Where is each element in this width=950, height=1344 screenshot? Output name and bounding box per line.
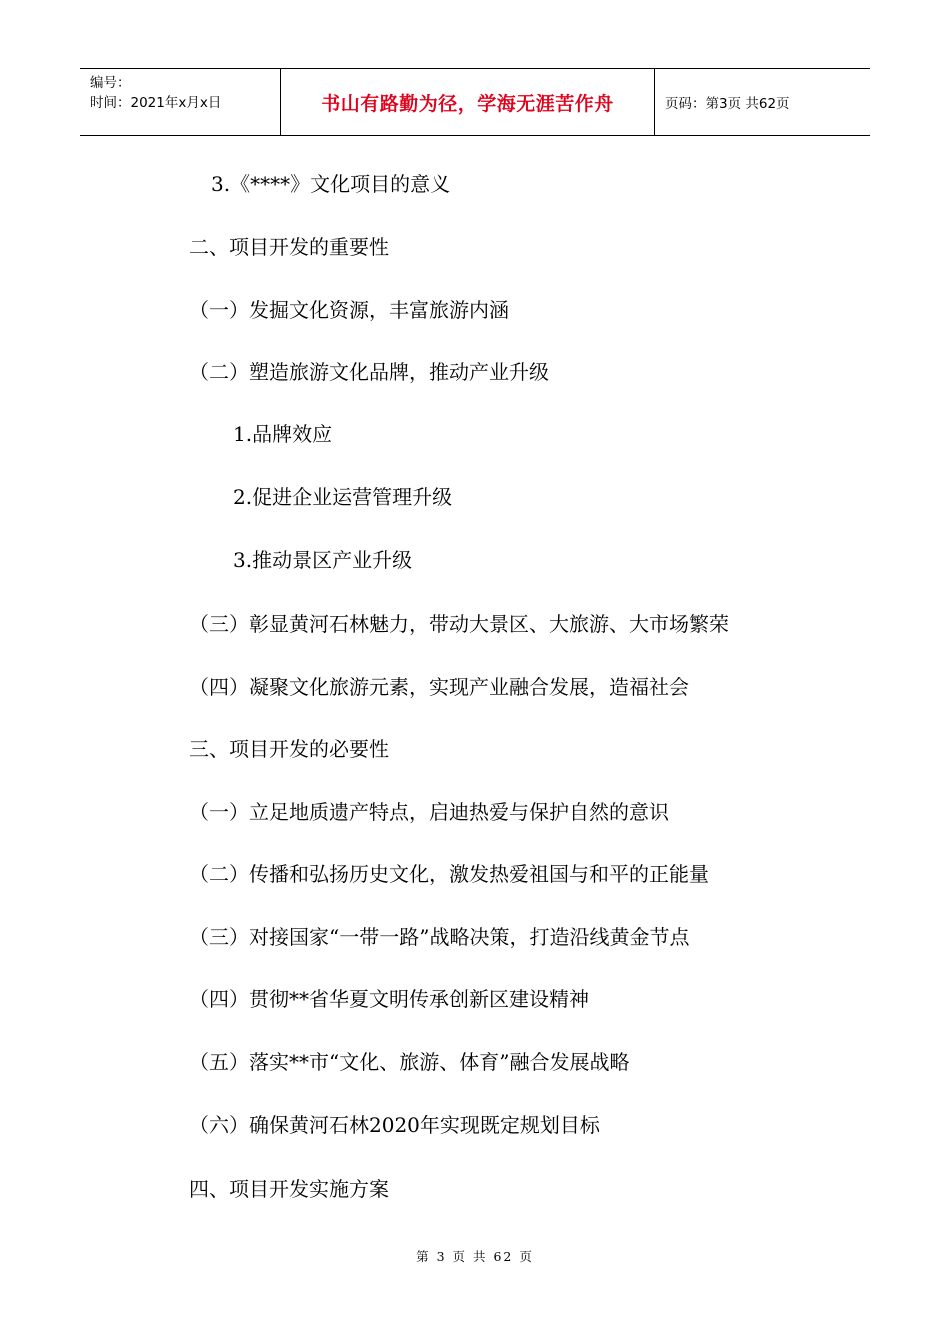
header-time-label: 时间：2021年x月x日 [90, 95, 222, 111]
toc-line: （四）凝聚文化旅游元素，实现产业融合发展，造福社会 [189, 675, 689, 699]
section-heading: 二、项目开发的重要性 [189, 235, 389, 259]
toc-line: （五）落实**市“文化、旅游、体育”融合发展战略 [189, 1050, 630, 1074]
header-meta [80, 69, 281, 135]
header-page-info: 页码：第3页 共62页 [665, 96, 790, 112]
toc-line: （二）传播和弘扬历史文化，激发热爱祖国与和平的正能量 [189, 862, 709, 886]
toc-line: （三）彰显黄河石林魅力，带动大景区、大旅游、大市场繁荣 [189, 612, 729, 636]
toc-line: （一）立足地质遗产特点，启迪热爱与保护自然的意识 [189, 800, 669, 824]
page-header [80, 68, 870, 136]
toc-line: （三）对接国家“一带一路”战略决策，打造沿线黄金节点 [189, 925, 690, 949]
section-heading: 四、项目开发实施方案 [189, 1177, 389, 1201]
toc-line: （二）塑造旅游文化品牌，推动产业升级 [189, 360, 549, 384]
toc-line: （四）贯彻**省华夏文明传承创新区建设精神 [189, 987, 589, 1011]
toc-line: 3.《****》文化项目的意义 [211, 172, 451, 196]
toc-line: （六）确保黄河石林2020年实现既定规划目标 [189, 1113, 600, 1137]
header-motto: 书山有路勤为径，学海无涯苦作舟 [281, 69, 655, 135]
header-number-label: 编号： [90, 75, 131, 91]
section-heading: 三、项目开发的必要性 [189, 737, 389, 761]
toc-line: 3.推动景区产业升级 [233, 548, 413, 572]
page-footer: 第 3 页 共 62 页 [416, 1249, 534, 1264]
toc-line: （一）发掘文化资源，丰富旅游内涵 [189, 298, 509, 322]
toc-line: 2.促进企业运营管理升级 [233, 485, 453, 509]
toc-line: 1.品牌效应 [233, 422, 333, 446]
